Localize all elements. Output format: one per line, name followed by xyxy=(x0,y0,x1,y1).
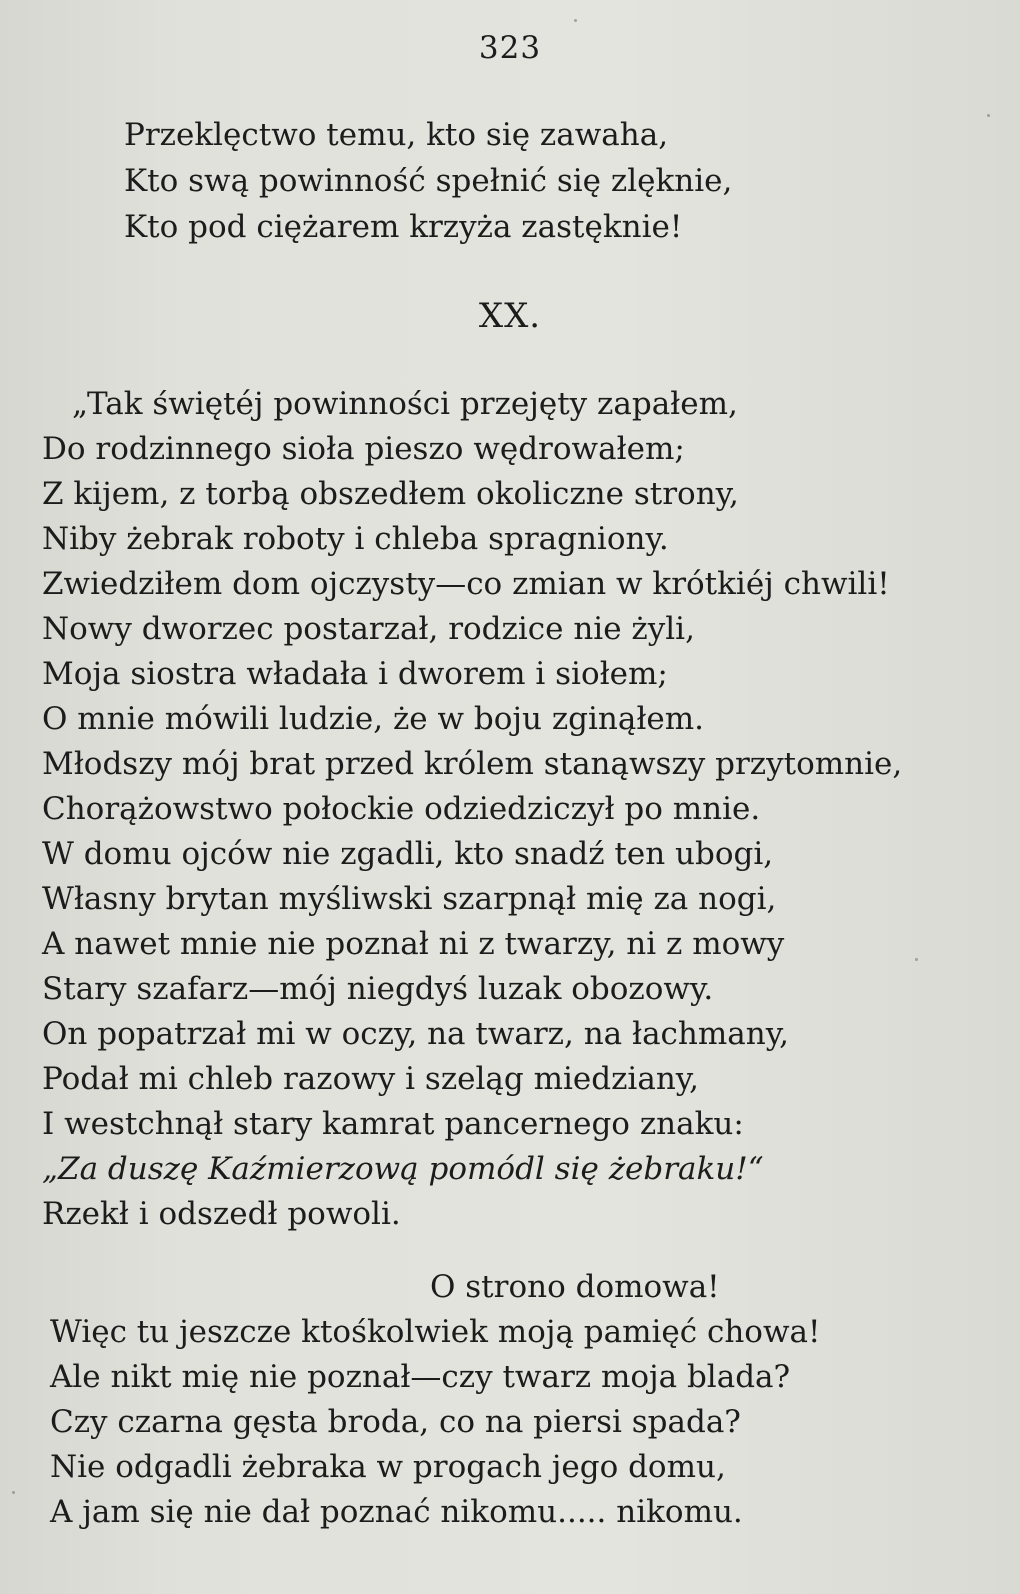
verse-line: Ale nikt mię nie poznał—czy twarz moja blada? xyxy=(50,1359,791,1395)
verse-line: On popatrzał mi w oczy, na twarz, na łachmany, xyxy=(42,1016,789,1052)
verse-line: A jam się nie dał poznać nikomu..... nikomu. xyxy=(50,1494,743,1530)
verse-line: I westchnął stary kamrat pancernego znaku: xyxy=(42,1106,744,1142)
verse-line: Przeklęctwo temu, kto się zawaha, xyxy=(124,117,669,153)
verse-line: W domu ojców nie zgadli, kto snadź ten ubogi, xyxy=(42,836,774,872)
verse-line: Rzekł i odszedł powoli. xyxy=(42,1196,401,1232)
verse-line: Niby żebrak roboty i chleba spragniony. xyxy=(42,521,669,557)
paper-speck xyxy=(12,1491,15,1494)
verse-line: O mnie mówili ludzie, że w boju zginąłem. xyxy=(42,701,705,737)
verse-line: Kto pod ciężarem krzyża zastęknie! xyxy=(124,209,683,245)
verse-line: „Tak świętéj powinności przejęty zapałem, xyxy=(72,386,738,422)
page-number: 323 xyxy=(478,30,542,66)
verse-line: Moja siostra władała i dworem i siołem; xyxy=(42,656,668,692)
verse-line: Młodszy mój brat przed królem stanąwszy przytomnie, xyxy=(42,746,903,782)
paper-speck xyxy=(574,19,577,22)
verse-line: Nowy dworzec postarzał, rodzice nie żyli, xyxy=(42,611,695,647)
paper-speck xyxy=(915,958,918,961)
verse-line: Nie odgadli żebraka w progach jego domu, xyxy=(50,1449,726,1485)
quoted-verse-line: „Za duszę Kaźmierzową pomódl się żebraku!“ xyxy=(42,1151,764,1187)
verse-line: Podał mi chleb razowy i szeląg miedziany, xyxy=(42,1061,700,1097)
verse-line: Czy czarna gęsta broda, co na piersi spada? xyxy=(50,1404,741,1440)
closing-stanza xyxy=(50,1310,820,1535)
verse-line: Więc tu jeszcze ktośkolwiek moją pamięć chowa! xyxy=(50,1314,821,1350)
verse-line: Do rodzinnego sioła pieszo wędrowałem; xyxy=(42,431,685,467)
verse-line: Własny brytan myśliwski szarpnął mię za nogi, xyxy=(42,881,777,917)
opening-stanza xyxy=(124,112,732,250)
verse-line: Chorążowstwo połockie odziedziczył po mnie. xyxy=(42,791,761,827)
paper-speck xyxy=(987,114,990,117)
centered-verse-line: O strono domowa! xyxy=(430,1269,720,1305)
verse-line: A nawet mnie nie poznał ni z twarzy, ni z mowy xyxy=(42,926,785,962)
verse-line: Stary szafarz—mój niegdyś luzak obozowy. xyxy=(42,971,714,1007)
main-stanza xyxy=(42,382,902,1237)
verse-line: Z kijem, z torbą obszedłem okoliczne strony, xyxy=(42,476,739,512)
verse-line: Kto swą powinność spełnić się zlęknie, xyxy=(124,163,733,199)
verse-line: Zwiedziłem dom ojczysty—co zmian w krótkiéj chwili! xyxy=(42,566,890,602)
section-heading: XX. xyxy=(478,296,542,336)
